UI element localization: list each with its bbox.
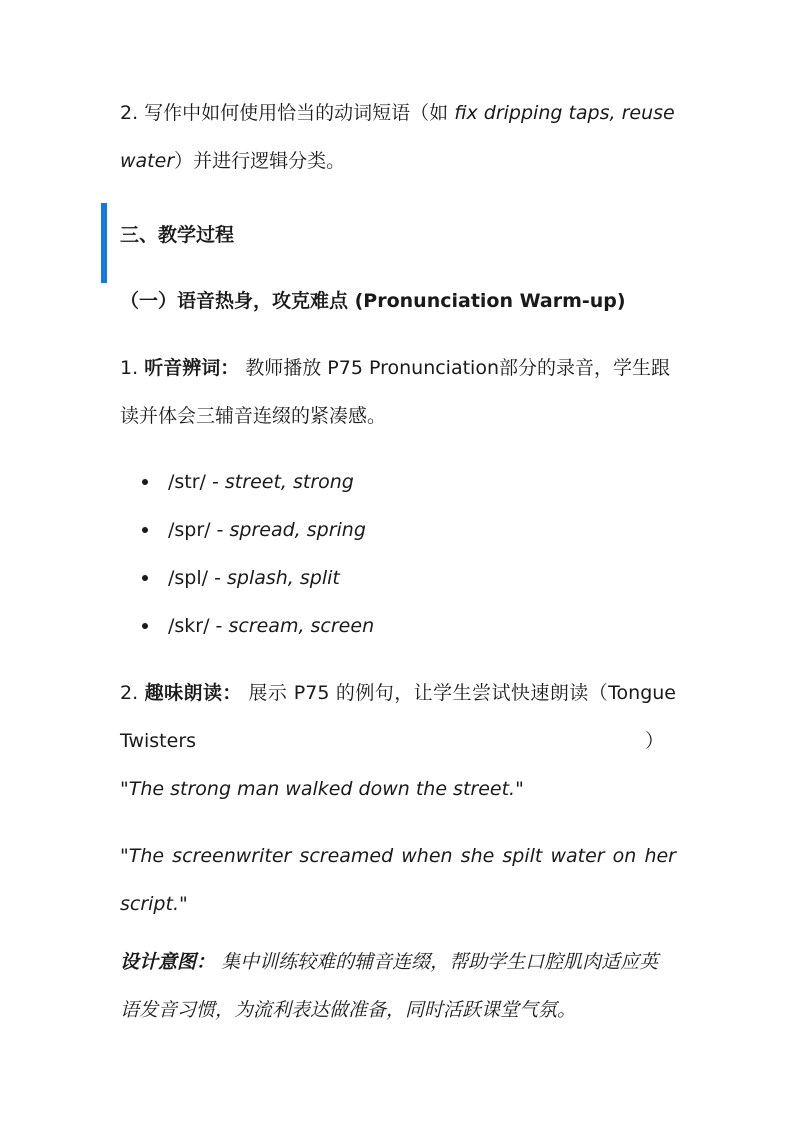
section-title: 三、教学过程 [120, 224, 235, 246]
list-item [140, 554, 680, 602]
step-1-paragraph [120, 344, 676, 440]
subsection-title: （一）语音热身，攻克难点 (Pronunciation Warm-up) [120, 290, 626, 312]
step-2-text-cont: Twisters [120, 730, 197, 752]
step-2-paragraph [120, 669, 676, 717]
step-2-text: 展示 P75 的例句，让学生尝试快速朗读（Tongue [248, 682, 676, 704]
cluster-sound: /str/ - [168, 471, 225, 493]
step-2-close-paren: ） [644, 730, 664, 752]
cluster-sound: /spr/ - [168, 519, 230, 541]
objective-item-2-suffix: ）并进行逻辑分类。 [174, 150, 346, 172]
design-intent-paragraph [120, 938, 660, 1034]
tongue-twister-1: "The strong man walked down the street." [120, 778, 524, 800]
step-2-continuation [120, 717, 676, 765]
consonant-cluster-list [140, 458, 680, 650]
design-intent-label: 设计意图： [120, 951, 216, 973]
objective-item-2-prefix: 2. 写作中如何使用恰当的动词短语（如 [120, 102, 449, 124]
bullet-icon [142, 479, 148, 485]
step-1-label: 听音辨词： [144, 357, 240, 379]
step-2-label: 趣味朗读： [144, 682, 242, 704]
list-item [140, 506, 680, 554]
tongue-twister-2: "The screenwriter screamed when she spilt water on her script." [120, 845, 676, 915]
objective-item-2-example: fix dripping taps, reuse water [120, 102, 675, 172]
design-intent-text: 集中训练较难的辅音连缀，帮助学生口腔肌肉适应英语发音习惯，为流利表达做准备，同时活跃课堂气氛。 [120, 951, 659, 1021]
section-accent-bar [101, 203, 107, 283]
bullet-icon [142, 527, 148, 533]
step-2-number: 2. [120, 682, 139, 704]
step-1-number: 1. [120, 357, 139, 379]
cluster-sound: /spl/ - [168, 567, 227, 589]
objective-item-2 [120, 89, 676, 185]
cluster-sound: /skr/ - [168, 615, 229, 637]
list-item [140, 602, 680, 650]
bullet-icon [142, 623, 148, 629]
cluster-words: scream, screen [228, 615, 375, 637]
cluster-words: spread, spring [229, 519, 366, 541]
step-1-text: 教师播放 P75 Pronunciation部分的录音，学生跟读并体会三辅音连缀的紧凑感。 [120, 357, 670, 427]
cluster-words: street, strong [224, 471, 354, 493]
bullet-icon [142, 575, 148, 581]
list-item [140, 458, 680, 506]
cluster-words: splash, split [226, 567, 340, 589]
